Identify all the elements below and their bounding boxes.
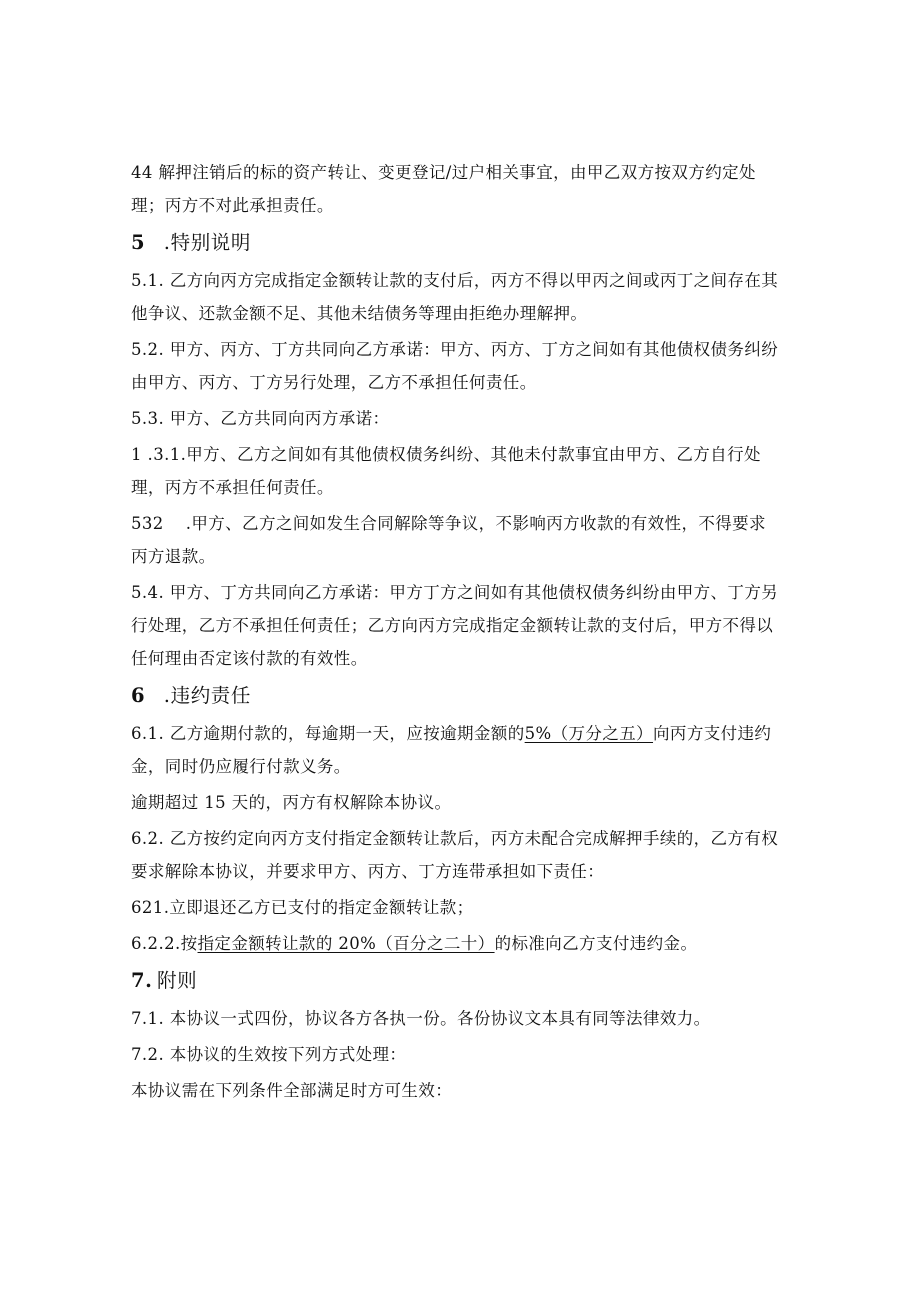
clause-7-2-conditions [131,1074,791,1107]
clause-line: 44 解押注销后的标的资产转让、变更登记/过户相关事宜，由甲乙双方按双方约定处 [131,163,756,182]
clause-line: 丙方退款。 [131,547,216,566]
clause-number: 532 [131,514,164,533]
clause-line: 本协议需在下列条件全部满足时方可生效： [131,1081,453,1100]
clause-line: 要求解除本协议，并要求甲方、丙方、丁方连带承担如下责任： [131,862,605,881]
clause-line: 7.2. 本协议的生效按下列方式处理： [131,1045,407,1064]
clause-line: 理；丙方不对此承担责任。 [131,196,334,215]
section-heading-6 [131,678,791,714]
section-number: 6 [131,684,146,707]
section-number: 7. [131,969,153,992]
clause-7-1 [131,1002,791,1035]
clause-line: 5.4. 甲方、丁方共同向乙方承诺：甲方丁方之间如有其他债权债务纠纷由甲方、丁方另 [131,583,779,602]
clause-5-3 [131,402,791,435]
clause-5-4 [131,576,791,675]
clause-text: 向丙方支付违约 [653,724,772,743]
clause-6-2-1 [131,891,791,924]
clause-5-2 [131,333,791,399]
clause-line: 行处理，乙方不承担任何责任；乙方向丙方完成指定金额转让款的支付后，甲方不得以 [131,616,774,635]
clause-line: 逾期超过 15 天的，丙方有权解除本协议。 [131,793,452,812]
clause-line: 621.立即退还乙方已支付的指定金额转让款； [131,898,474,917]
section-number: 5 [131,231,146,254]
clause-line [131,717,791,750]
clause-line [131,507,791,540]
clause-text: .甲方、乙方之间如发生合同解除等争议，不影响丙方收款的有效性，不得要求 [185,514,766,533]
clause-line: 任何理由否定该付款的有效性。 [131,649,368,668]
clause-line: 5.2. 甲方、丙方、丁方共同向乙方承诺：甲方、丙方、丁方之间如有其他债权债务纠纷 [131,340,779,359]
clause-line: 1 .3.1.甲方、乙方之间如有其他债权债务纠纷、其他未付款事宜由甲方、乙方自行处 [131,445,761,464]
clause-text: 6.1. 乙方逾期付款的，每逾期一天，应按逾期金额的 [131,724,525,743]
clause-line [131,927,791,960]
clause-4-4 [131,156,791,222]
clause-line: 理，丙方不承担任何责任。 [131,478,334,497]
clause-7-2 [131,1038,791,1071]
section-heading-7 [131,963,791,999]
clause-line: 他争议、还款金额不足、其他未结债务等理由拒绝办理解押。 [131,304,588,323]
clause-text: 6.2.2.按 [131,934,198,953]
clause-5-1 [131,264,791,330]
underlined-penalty-amount: 指定金额转让款的 20%（百分之二十） [197,934,495,953]
document-page [131,156,791,1110]
underlined-penalty-rate: 5%（万分之五） [524,724,654,743]
clause-6-1 [131,717,791,783]
clause-line: 金，同时仍应履行付款义务。 [131,757,351,776]
clause-6-2-2 [131,927,791,960]
clause-line: 由甲方、丙方、丁方另行处理，乙方不承担任何责任。 [131,373,537,392]
section-title: 附则 [157,969,198,992]
section-heading-5 [131,225,791,261]
clause-line: 5.1. 乙方向丙方完成指定金额转让款的支付后，丙方不得以甲丙之间或丙丁之间存在其 [131,271,779,290]
clause-text: 的标准向乙方支付违约金。 [494,934,698,953]
clause-line: 6.2. 乙方按约定向丙方支付指定金额转让款后，丙方未配合完成解押手续的，乙方有权 [131,829,779,848]
section-title: .违约责任 [157,684,251,707]
clause-line: 7.1. 本协议一式四份，协议各方各执一份。各份协议文本具有同等法律效力。 [131,1009,711,1028]
clause-5-3-1 [131,438,791,504]
clause-line: 5.3. 甲方、乙方共同向丙方承诺： [131,409,390,428]
clause-5-3-2 [131,507,791,573]
section-title: .特别说明 [157,231,251,254]
clause-6-2 [131,822,791,888]
clause-6-1-overdue [131,786,791,819]
